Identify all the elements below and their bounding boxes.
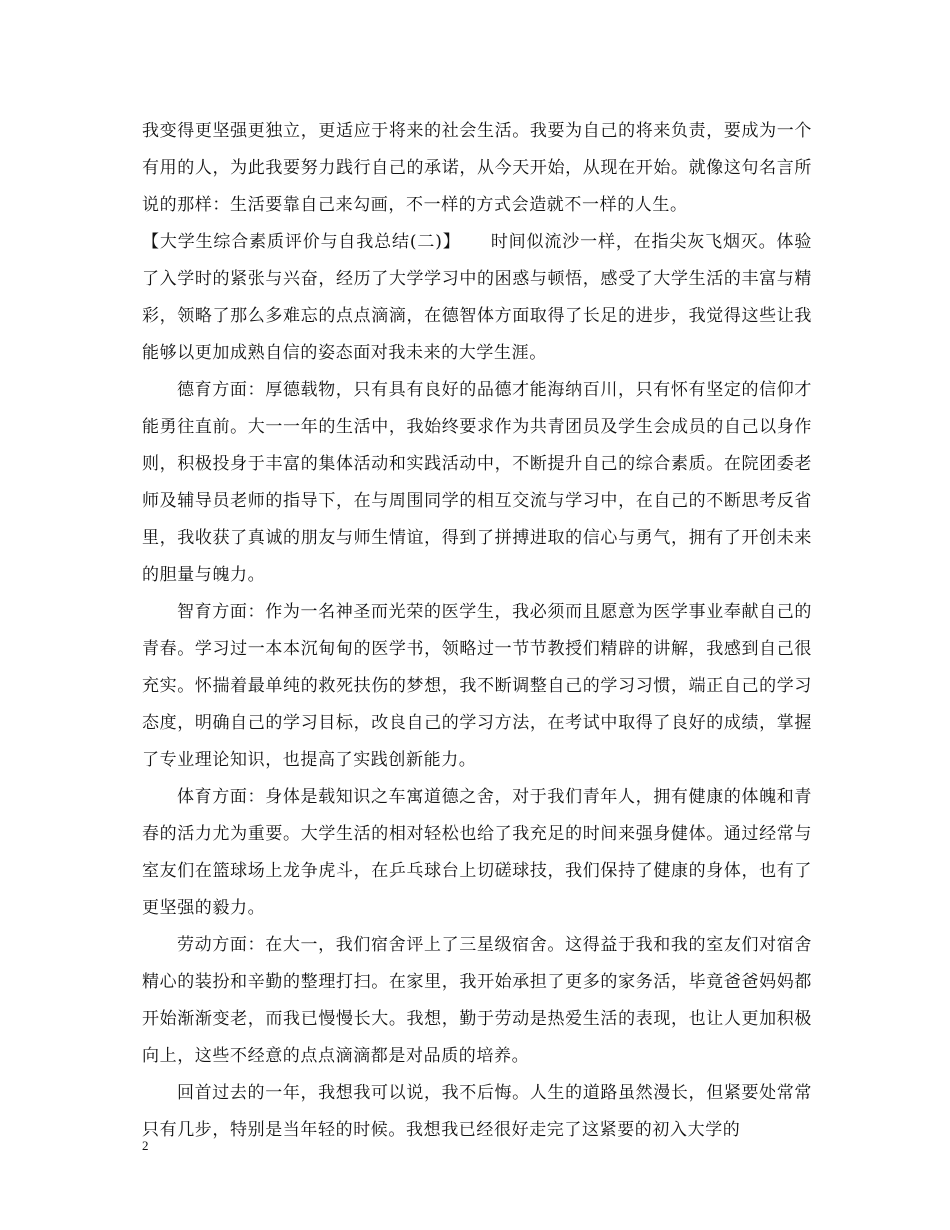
reflection-paragraph: 回首过去的一年，我想我可以说，我不后悔。人生的道路虽然漫长，但紧要处常常只有几步，特别是当年轻的时候。我想我已经很好走完了这紧要的初入大学的 (142, 1083, 812, 1140)
intro-paragraph: 我变得更坚强更独立，更适应于将来的社会生活。我要为自己的将来负责，要成为一个有用的人，为此我要努力践行自己的承诺，从今天开始，从现在开始。就像这句名言所说的那样：生活要靠自己来勾画，不一样的方式会造就不一样的人生。 (142, 121, 812, 215)
physical-education-paragraph: 体育方面：身体是载知识之车寓道德之舍，对于我们青年人，拥有健康的体魄和青春的活力尤为重要。大学生活的相对轻松也给了我充足的时间来强身健体。通过经常与室友们在篮球场上龙争虎斗，在乒乓球台上切磋球技，我们保持了健康的身体，也有了更坚强的毅力。 (142, 787, 812, 918)
section-heading: 【大学生综合素质评价与自我总结(二)】 (142, 232, 461, 252)
page-number: 2 (142, 1138, 149, 1153)
labor-education-paragraph: 劳动方面：在大一，我们宿舍评上了三星级宿舍。这得益于我和我的室友们对宿舍精心的装扮和辛勤的整理打扫。在家里，我开始承担了更多的家务活，毕竟爸爸妈妈都开始渐渐变老，而我已慢慢长大。我想，勤于劳动是热爱生活的表现，也让人更加积极向上，这些不经意的点点滴滴都是对品质的培养。 (142, 935, 812, 1066)
moral-education-paragraph: 德育方面：厚德载物，只有具有良好的品德才能海纳百川，只有怀有坚定的信仰才能勇往直前。大一一年的生活中，我始终要求作为共青团员及学生会成员的自己以身作则，积极投身于丰富的集体活动和实践活动中，不断提升自己的综合素质。在院团委老师及辅导员老师的指导下，在与周围同学的相互交流与学习中，在自己的不断思考反省里，我收获了真诚的朋友与师生情谊，得到了拼搏进取的信心与勇气，拥有了开创未来的胆量与魄力。 (142, 380, 812, 585)
intellectual-education-paragraph: 智育方面：作为一名神圣而光荣的医学生，我必须而且愿意为医学事业奉献自己的青春。学习过一本本沉甸甸的医学书，领略过一节节教授们精辟的讲解，我感到自己很充实。怀揣着最单纯的救死扶伤的梦想，我不断调整自己的学习习惯，端正自己的学习态度，明确自己的学习目标，改良自己的学习方法，在考试中取得了良好的成绩，掌握了专业理论知识，也提高了实践创新能力。 (142, 602, 812, 770)
document-body (142, 113, 812, 1149)
section-opening-paragraph (142, 224, 812, 372)
section-opening-text: 时间似流沙一样，在指尖灰飞烟灭。体验了入学时的紧张与兴奋，经历了大学学习中的困惑与顿悟，感受了大学生活的丰富与精彩，领略了那么多难忘的点点滴滴，在德智体方面取得了长足的进步，我觉得这些让我能够以更加成熟自信的姿态面对我未来的大学生涯。 (142, 232, 812, 363)
